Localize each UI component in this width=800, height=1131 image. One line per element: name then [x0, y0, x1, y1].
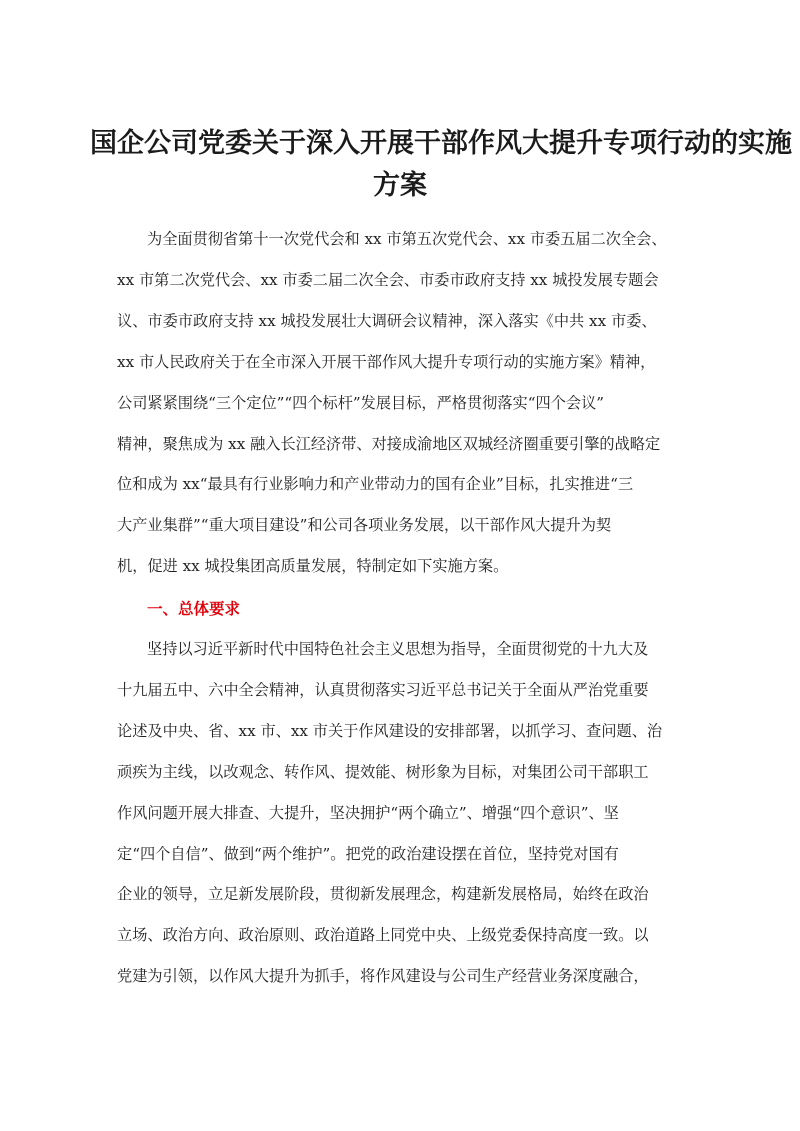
- section-paragraph: [117, 629, 689, 997]
- paragraph-line: 位和成为 xx“最具有行业影响力和产业带动力的国有企业”目标，扎实推进“三: [117, 475, 634, 494]
- paragraph-line: 机，促进 xx 城投集团高质量发展，特制定如下实施方案。: [117, 557, 509, 576]
- paragraph-line: 精神，聚焦成为 xx 融入长江经济带、对接成渝地区双城经济圈重要引擎的战略定: [117, 434, 661, 453]
- paragraph-line: 定“四个自信”、做到“两个维护”。把党的政治建设摆在首位，坚持党对国有: [117, 844, 619, 863]
- paragraph-line: xx 市第二次党代会、xx 市委二届二次全会、市委市政府支持 xx 城投发展专题会: [117, 270, 659, 289]
- paragraph-line: 大产业集群”“重大项目建设”和公司各项业务发展，以干部作风大提升为契: [117, 516, 612, 535]
- paragraph-line: 十九届五中、六中全会精神，认真贯彻落实习近平总书记关于全面从严治党重要: [117, 680, 649, 699]
- paragraph-line: xx 市人民政府关于在全市深入开展干部作风大提升专项行动的实施方案》精神，: [117, 352, 656, 371]
- paragraph-line: 企业的领导，立足新发展阶段，贯彻新发展理念，构建新发展格局，始终在政治: [117, 885, 649, 904]
- paragraph-line: 党建为引领，以作风大提升为抓手，将作风建设与公司生产经营业务深度融合，: [117, 967, 649, 986]
- document-title-line-2: 方案: [373, 170, 427, 201]
- section-heading: 一、总体要求: [147, 600, 241, 618]
- paragraph-line: 坚持以习近平新时代中国特色社会主义思想为指导，全面贯彻党的十九大及: [147, 640, 649, 658]
- intro-paragraph: [117, 219, 689, 587]
- paragraph-line: 公司紧紧围绕“三个定位”“四个标杆”发展目标，严格贯彻落实“四个会议”: [117, 393, 605, 412]
- paragraph-line: 作风问题开展大排查、大提升，坚决拥护“两个确立”、增强“四个意识”、坚: [117, 803, 619, 822]
- paragraph-line: 为全面贯彻省第十一次党代会和 xx 市第五次党代会、xx 市委五届二次全会、: [147, 230, 667, 248]
- paragraph-line: 立场、政治方向、政治原则、政治道路上同党中央、上级党委保持高度一致。以: [117, 926, 649, 945]
- document-title-line-1: 国企公司党委关于深入开展干部作风大提升专项行动的实施: [90, 128, 792, 159]
- paragraph-line: 顽疾为主线，以改观念、转作风、提效能、树形象为目标，对集团公司干部职工: [117, 762, 649, 781]
- paragraph-line: 议、市委市政府支持 xx 城投发展壮大调研会议精神，深入落实《中共 xx 市委、: [117, 311, 657, 330]
- paragraph-line: 论述及中央、省、xx 市、xx 市关于作风建设的安排部署，以抓学习、查问题、治: [117, 721, 663, 740]
